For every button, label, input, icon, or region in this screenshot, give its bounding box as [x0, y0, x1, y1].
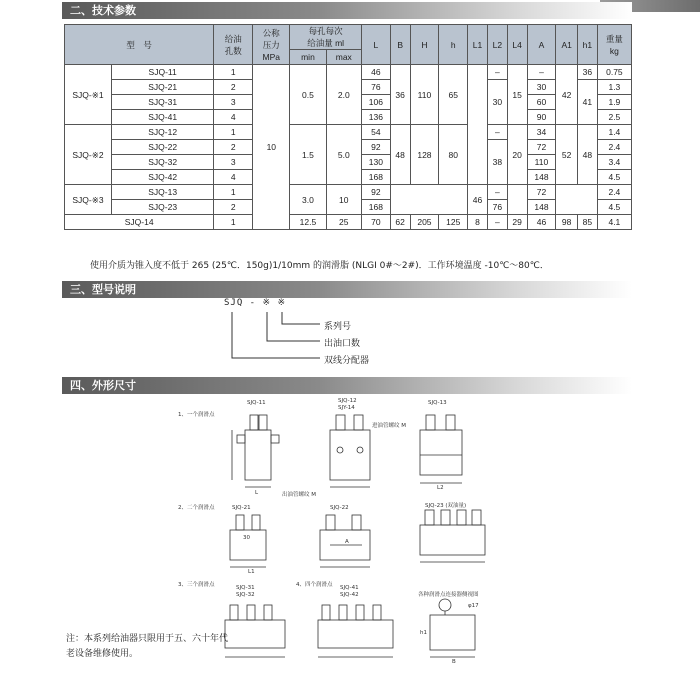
weight-cell: 4.1	[597, 215, 631, 230]
inlet-note: 进油管螺纹 M	[372, 423, 406, 429]
weight-cell: 1.4	[597, 125, 631, 140]
A-cell: 30	[527, 80, 556, 95]
A-cell: 72	[527, 140, 556, 155]
model-cell: SJQ-42	[112, 170, 214, 185]
min-cell: 3.0	[290, 185, 326, 215]
A-cell: 34	[527, 125, 556, 140]
dim-label: h1	[420, 630, 427, 636]
section-header-spec: 二、技术参数	[62, 2, 632, 19]
ports-cell: 4	[214, 170, 253, 185]
ports-cell: 1	[214, 125, 253, 140]
drawing-name: SJQ-22	[330, 505, 349, 511]
ports-cell: 4	[214, 110, 253, 125]
max-cell: 25	[326, 215, 361, 230]
A-cell: 72	[527, 185, 556, 200]
header-L1: L1	[468, 25, 488, 65]
A-cell: 46	[527, 215, 556, 230]
L2-cell: –	[487, 215, 507, 230]
A-cell: 148	[527, 200, 556, 215]
caption-2: 2、二个润滑点	[178, 505, 215, 511]
min-cell: 1.5	[290, 125, 326, 185]
header-ports: 给油 孔数	[214, 25, 253, 65]
group-2: SJQ-※2	[65, 125, 112, 185]
header-L2: L2	[487, 25, 507, 65]
drawing-name: SJQ-42	[340, 592, 359, 598]
pressure-cell: 10	[253, 65, 290, 230]
ports-cell: 2	[214, 200, 253, 215]
header-pressure: 公称 压力 MPa	[253, 25, 290, 65]
L-cell: 70	[361, 215, 390, 230]
weight-cell: 1.3	[597, 80, 631, 95]
header-H: H	[410, 25, 439, 65]
dim-label: φ17	[468, 603, 479, 609]
drawing-name: SJQ-13	[428, 400, 447, 406]
model-cell: SJQ-21	[112, 80, 214, 95]
section-header-model: 三、型号说明	[62, 281, 632, 298]
dim-label: A	[345, 539, 349, 545]
ports-cell: 1	[214, 185, 253, 200]
spec-table	[64, 24, 632, 230]
header-feed: 每孔每次 给油量 ml	[290, 25, 362, 50]
weight-cell: 1.9	[597, 95, 631, 110]
ports-cell: 1	[214, 215, 253, 230]
h1-cell: 41	[577, 80, 597, 125]
header-max: max	[326, 50, 361, 65]
model-cell: SJQ-11	[112, 65, 214, 80]
model-code: SJQ - ※ ※	[224, 298, 287, 308]
header-L: L	[361, 25, 390, 65]
L2-cell: 76	[487, 200, 507, 215]
group-3: SJQ-※3	[65, 185, 112, 215]
model-cell: SJQ-31	[112, 95, 214, 110]
weight-cell: 2.4	[597, 140, 631, 155]
min-cell: 12.5	[290, 215, 326, 230]
dim-label: L2	[437, 485, 444, 491]
model-cell: SJQ-13	[112, 185, 214, 200]
L2-cell: –	[487, 65, 507, 80]
section-header-dims: 四、外形尺寸	[62, 377, 632, 394]
A1-cell: 52	[556, 125, 578, 185]
B-cell: 62	[390, 215, 410, 230]
weight-cell: 4.5	[597, 200, 631, 215]
min-cell: 0.5	[290, 65, 326, 125]
caption-3: 3、三个润滑点	[178, 582, 215, 588]
L1-cell: 46	[468, 185, 488, 215]
h1-cell: 48	[577, 125, 597, 185]
A1h1-empty-cell	[556, 185, 597, 215]
ports-cell: 3	[214, 95, 253, 110]
h-cell: 65	[439, 65, 468, 125]
drawing-name: SJQ-11	[247, 400, 266, 406]
L-cell: 136	[361, 110, 390, 125]
L-cell: 46	[361, 65, 390, 80]
label-ports: 出油口数	[324, 339, 361, 349]
model-cell: SJQ-41	[112, 110, 214, 125]
dim-label: L	[255, 490, 259, 496]
medium-note: 使用介质为锥入度不低于 265 (25℃．150g)1/10mm 的润滑脂 (NLGI 0#～2#)．工作环境温度 -10℃～80℃．	[90, 261, 549, 271]
L-cell: 92	[361, 185, 390, 200]
caption-4: 4、四个润滑点	[296, 582, 333, 588]
L1-cell: 8	[468, 215, 488, 230]
drawing-name: SJQ-32	[236, 592, 255, 598]
label-name: 双线分配器	[324, 356, 370, 366]
L4-cell: 15	[507, 65, 527, 125]
max-cell: 10	[326, 185, 361, 215]
BHh-empty-cell	[390, 185, 467, 215]
dim-label: L1	[248, 569, 255, 575]
drawing-name: SJQ-23 (双油量)	[425, 503, 467, 509]
h-cell: 125	[439, 215, 468, 230]
H-cell: 205	[410, 215, 439, 230]
L4-cell: 29	[507, 215, 527, 230]
footnote: 注：本系列给油器只限用于五、六十年代老设备维修使用。	[66, 634, 229, 659]
model-code-leaders	[220, 296, 420, 376]
label-series: 系列号	[324, 322, 352, 332]
header-B: B	[390, 25, 410, 65]
L4-cell	[507, 185, 527, 215]
outlet-note: 出油管螺纹 M	[282, 492, 316, 498]
header-A1: A1	[556, 25, 578, 65]
H-cell: 110	[410, 65, 439, 125]
L2-cell: –	[487, 185, 507, 200]
model-cell: SJQ-12	[112, 125, 214, 140]
dim-label: B	[452, 659, 456, 665]
A1-cell: 98	[556, 215, 578, 230]
detail-caption: 各种润滑点连接器侧视图	[418, 592, 479, 598]
header-L4: L4	[507, 25, 527, 65]
ports-cell: 3	[214, 155, 253, 170]
header-min: min	[290, 50, 326, 65]
B-cell: 36	[390, 65, 410, 125]
A-cell: 60	[527, 95, 556, 110]
header-h1: h1	[577, 25, 597, 65]
header-model: 型 号	[65, 25, 214, 65]
model-cell: SJQ-32	[112, 155, 214, 170]
weight-cell: 4.5	[597, 170, 631, 185]
drawing-name: SJQ-12	[338, 398, 357, 404]
model-cell: SJQ-22	[112, 140, 214, 155]
A-cell: 90	[527, 110, 556, 125]
L-cell: 106	[361, 95, 390, 110]
header-h: h	[439, 25, 468, 65]
L2-cell: 38	[487, 140, 507, 185]
model-cell: SJQ-14	[65, 215, 214, 230]
ports-cell: 2	[214, 80, 253, 95]
model-code-diagram	[220, 296, 420, 376]
drawing-name: SJQ-41	[340, 585, 359, 591]
weight-cell: 2.4	[597, 185, 631, 200]
A-cell: –	[527, 65, 556, 80]
max-cell: 5.0	[326, 125, 361, 185]
weight-cell: 0.75	[597, 65, 631, 80]
header-weight: 重量 kg	[597, 25, 631, 65]
drawing-name: SJY-14	[338, 405, 355, 411]
L-cell: 54	[361, 125, 390, 140]
group-1: SJQ-※1	[65, 65, 112, 125]
L-cell: 168	[361, 170, 390, 185]
weight-cell: 3.4	[597, 155, 631, 170]
h1-cell: 36	[577, 65, 597, 80]
h1-cell: 85	[577, 215, 597, 230]
model-cell: SJQ-23	[112, 200, 214, 215]
L2-cell: –	[487, 125, 507, 140]
max-cell: 2.0	[326, 65, 361, 125]
ports-cell: 2	[214, 140, 253, 155]
L1-cell	[468, 65, 488, 185]
A-cell: 148	[527, 170, 556, 185]
h-cell: 80	[439, 125, 468, 185]
H-cell: 128	[410, 125, 439, 185]
drawing-name: SJQ-31	[236, 585, 255, 591]
L-cell: 168	[361, 200, 390, 215]
weight-cell: 2.5	[597, 110, 631, 125]
B-cell: 48	[390, 125, 410, 185]
ports-cell: 1	[214, 65, 253, 80]
L-cell: 130	[361, 155, 390, 170]
L2-cell: 30	[487, 80, 507, 125]
L-cell: 92	[361, 140, 390, 155]
caption-1: 1、一个润滑点	[178, 412, 215, 418]
header-A: A	[527, 25, 556, 65]
A-cell: 110	[527, 155, 556, 170]
A1-cell: 42	[556, 65, 578, 125]
L-cell: 76	[361, 80, 390, 95]
L4-cell: 20	[507, 125, 527, 185]
dim-label: 30	[243, 535, 250, 541]
drawing-name: SJQ-21	[232, 505, 251, 511]
